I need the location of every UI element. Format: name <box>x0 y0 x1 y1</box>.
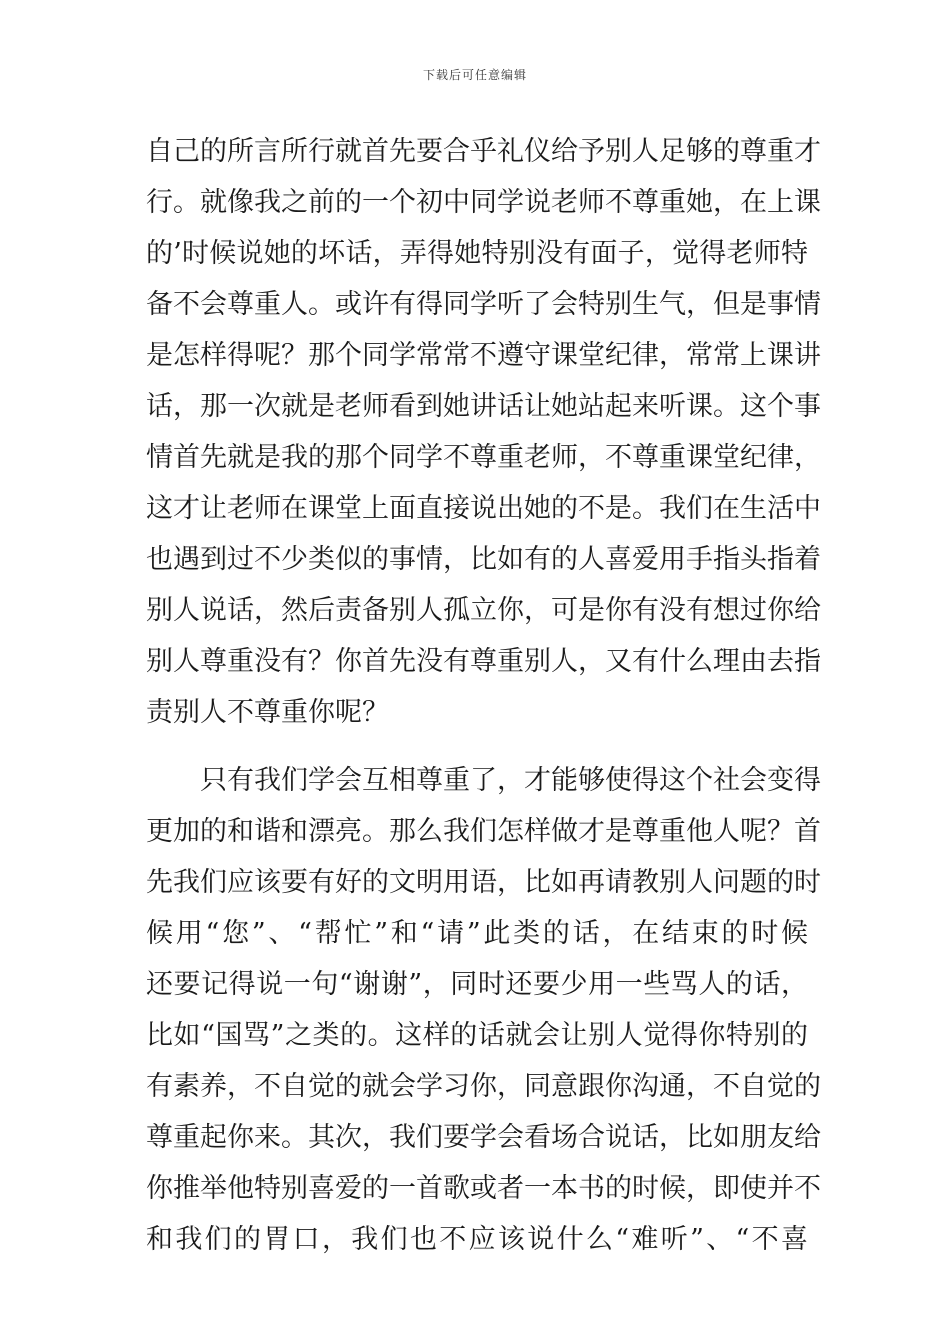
document-body <box>146 126 821 1265</box>
text-line: 更加的和谐和漂亮。那么我们怎样做才是尊重他人呢？首 <box>146 816 821 847</box>
text-line: 比如“国骂”之类的。这样的话就会让别人觉得你特别的 <box>146 1020 808 1051</box>
text-line: 备不会尊重人。或许有得同学听了会特别生气，但是事情 <box>146 289 821 320</box>
paragraph-1 <box>146 126 821 738</box>
text-line: 情首先就是我的那个同学不尊重老师，不尊重课堂纪律， <box>146 442 821 473</box>
text-line: 你推举他特别喜爱的一首歌或者一本书的时候，即使并不 <box>146 1173 821 1204</box>
text-line: 也遇到过不少类似的事情，比如有的人喜爱用手指头指着 <box>146 544 821 575</box>
page-header-note: 下载后可任意编辑 <box>422 68 527 82</box>
text-line: 是怎样得呢？那个同学常常不遵守课堂纪律，常常上课讲 <box>146 340 821 371</box>
text-line: 行。就像我之前的一个初中同学说老师不尊重她，在上课 <box>146 187 821 218</box>
text-line: 别人说话，然后责备别人孤立你，可是你有没有想过你给 <box>146 595 821 626</box>
paragraph-2 <box>146 755 821 1265</box>
text-line: 还要记得说一句“谢谢”，同时还要少用一些骂人的话， <box>146 969 808 1000</box>
paragraph-spacer <box>146 738 808 755</box>
text-line: 先我们应该要有好的文明用语，比如再请教别人问题的时 <box>146 867 821 898</box>
text-line: 责别人不尊重你呢？ <box>146 697 389 728</box>
text-line: 的’时候说她的坏话，弄得她特别没有面子，觉得老师特 <box>146 238 808 269</box>
text-line: 话，那一次就是老师看到她讲话让她站起来听课。这个事 <box>146 391 821 422</box>
text-line: 只有我们学会互相尊重了，才能够使得这个社会变得 <box>200 765 821 796</box>
text-line: 尊重起你来。其次，我们要学会看场合说话，比如朋友给 <box>146 1122 821 1153</box>
text-line: 这才让老师在课堂上面直接说出她的不是。我们在生活中 <box>146 493 821 524</box>
text-line: 别人尊重没有？你首先没有尊重别人，又有什么理由去指 <box>146 646 821 677</box>
text-line: 自己的所言所行就首先要合乎礼仪给予别人足够的尊重才 <box>146 136 821 167</box>
text-line: 和我们的胃口，我们也不应该说什么“难听”、“不喜 <box>146 1224 808 1255</box>
text-line: 有素养，不自觉的就会学习你，同意跟你沟通，不自觉的 <box>146 1071 821 1102</box>
text-line: 候用“您”、“帮忙”和“请”此类的话，在结束的时候 <box>146 918 808 949</box>
